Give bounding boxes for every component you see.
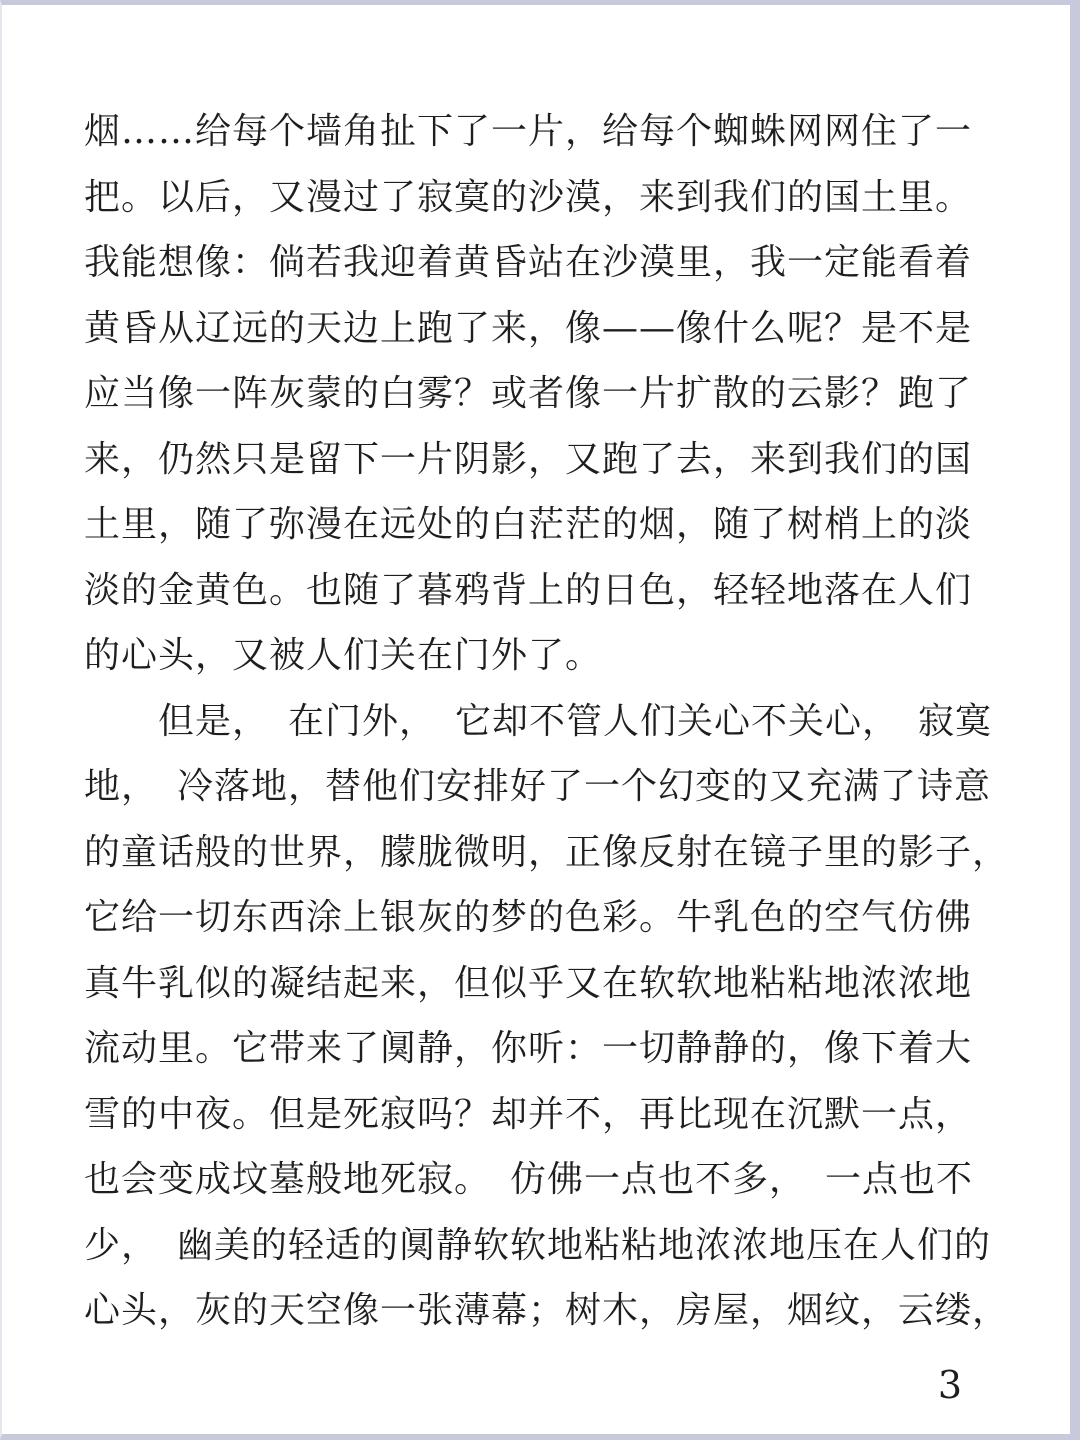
text-line-1: 烟……给每个墙角扯下了一片，给每个蜘蛛网网住了一: [84, 111, 973, 152]
text-line-17: 也会变成坟墓般地死寂。 仿佛一点也不多， 一点也不: [84, 1159, 974, 1200]
text-line-11: 地， 冷落地，替他们安排好了一个幻变的又充满了诗意: [84, 766, 992, 807]
text-line-18: 少， 幽美的轻适的阒静软软地粘粘地浓浓地压在人们的: [84, 1224, 992, 1266]
text-line-3: 我能想像：倘若我迎着黄昏站在沙漠里，我一定能看着: [84, 242, 973, 283]
text-line-8: 淡的金黄色。也随了暮鸦背上的日色，轻轻地落在人们: [84, 569, 973, 611]
page-text: [84, 99, 1010, 1344]
text-line-16: 雪的中夜。但是死寂吗？却并不，再比现在沉默一点，: [84, 1093, 973, 1135]
text-line-10: 但是， 在门外， 它却不管人们关心不关心， 寂寞: [84, 700, 993, 742]
text-line-5: 应当像一阵灰蒙的白雾？或者像一片扩散的云影？跑了: [84, 373, 973, 414]
text-line-15: 流动里。它带来了阒静，你听：一切静静的，像下着大: [84, 1028, 973, 1069]
text-line-4: 黄昏从辽远的天边上跑了来，像——像什么呢？是不是: [84, 307, 973, 349]
text-line-6: 来，仍然只是留下一片阴影，又跑了去，来到我们的国: [84, 438, 973, 480]
page-number: 3: [937, 1363, 963, 1407]
text-line-14: 真牛乳似的凝结起来，但似乎又在软软地粘粘地浓浓地: [84, 962, 973, 1004]
text-line-2: 把。以后，又漫过了寂寞的沙漠，来到我们的国土里。: [84, 176, 973, 218]
text-line-12: 的童话般的世界，朦胧微明，正像反射在镜子里的影子，: [84, 831, 1010, 873]
text-line-7: 土里，随了弥漫在远处的白茫茫的烟，随了树梢上的淡: [84, 504, 973, 545]
text-line-19: 心头，灰的天空像一张薄幕；树木，房屋，烟纹，云缕，: [84, 1290, 1010, 1331]
text-line-13: 它给一切东西涂上银灰的梦的色彩。牛乳色的空气仿佛: [84, 897, 973, 938]
text-line-9: 的心头，又被人们关在门外了。: [84, 635, 603, 676]
